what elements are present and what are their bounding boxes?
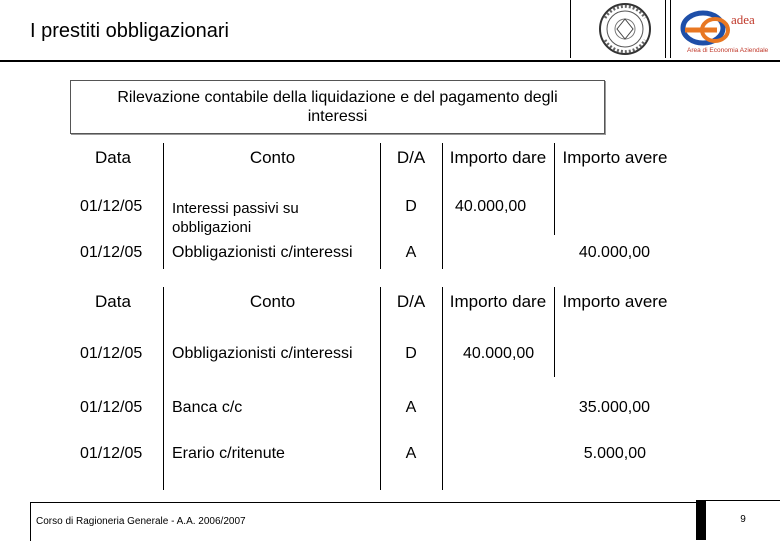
- table1-row1-dare: 40.000,00: [455, 198, 527, 215]
- page-number: 9: [706, 500, 780, 541]
- adea-logo-icon: [671, 0, 780, 58]
- adea-logo-text: adea: [731, 12, 755, 27]
- table1-row2-da: A: [405, 244, 417, 261]
- footer-separator: [696, 500, 706, 540]
- table1-row1-conto: Interessi passivi su obbligazioni: [172, 200, 299, 236]
- table2-row3-data: 01/12/05: [80, 445, 143, 462]
- table2-header-importo-dare: Importo dare: [449, 292, 547, 311]
- table2-divider: [380, 287, 381, 490]
- adea-logo-caption: Area di Economia Aziendale: [687, 47, 769, 54]
- table2-row2-conto: Banca c/c: [172, 399, 243, 416]
- table1-row2-avere: 40.000,00: [578, 244, 650, 261]
- footer-course-text: Corso di Ragioneria Generale - A.A. 2006/2007: [36, 516, 246, 527]
- table2-row1-dare: 40.000,00: [463, 345, 535, 362]
- table2-divider: [163, 287, 164, 490]
- table1-row1-data: 01/12/05: [80, 198, 143, 215]
- table2-header-conto: Conto: [249, 292, 296, 311]
- university-seal-logo: [570, 0, 666, 58]
- table2-header-da: D/A: [396, 292, 426, 311]
- table1-divider: [554, 143, 555, 235]
- table1-row2-data: 01/12/05: [80, 244, 143, 261]
- table1-row1-da: D: [405, 198, 417, 215]
- table1-header-importo-dare: Importo dare: [449, 148, 547, 167]
- table2-row1-da: D: [405, 345, 417, 362]
- table1-header-importo-avere: Importo avere: [562, 148, 668, 167]
- table2-divider: [442, 287, 443, 490]
- table2-row3-conto: Erario c/ritenute: [172, 445, 285, 462]
- table1-header-data: Data: [95, 148, 131, 167]
- seal-icon: [571, 0, 665, 58]
- table1-divider: [163, 143, 164, 269]
- table1-row2-conto: Obbligazionisti c/interessi: [172, 244, 353, 261]
- header-divider: [0, 60, 780, 62]
- adea-logo: [670, 0, 780, 58]
- table1-header-conto: Conto: [249, 148, 296, 167]
- slide-title: I prestiti obbligazionari: [30, 20, 229, 42]
- table2-row2-avere: 35.000,00: [578, 399, 650, 416]
- table2-header-importo-avere: Importo avere: [562, 292, 668, 311]
- table2-row3-avere: 5.000,00: [583, 445, 646, 462]
- table1-divider: [380, 143, 381, 269]
- table2-header-data: Data: [95, 292, 131, 311]
- subtitle-text: Rilevazione contabile della liquidazione e del pagamento degli interessi: [117, 89, 558, 125]
- table2-row2-da: A: [405, 399, 417, 416]
- subtitle-box: [70, 80, 605, 134]
- table2-divider: [554, 287, 555, 377]
- table2-row1-conto: Obbligazionisti c/interessi: [172, 345, 353, 362]
- table2-row2-data: 01/12/05: [80, 399, 143, 416]
- table2-row1-data: 01/12/05: [80, 345, 143, 362]
- table2-row3-da: A: [405, 445, 417, 462]
- table1-divider: [442, 143, 443, 269]
- table1-header-da: D/A: [396, 148, 426, 167]
